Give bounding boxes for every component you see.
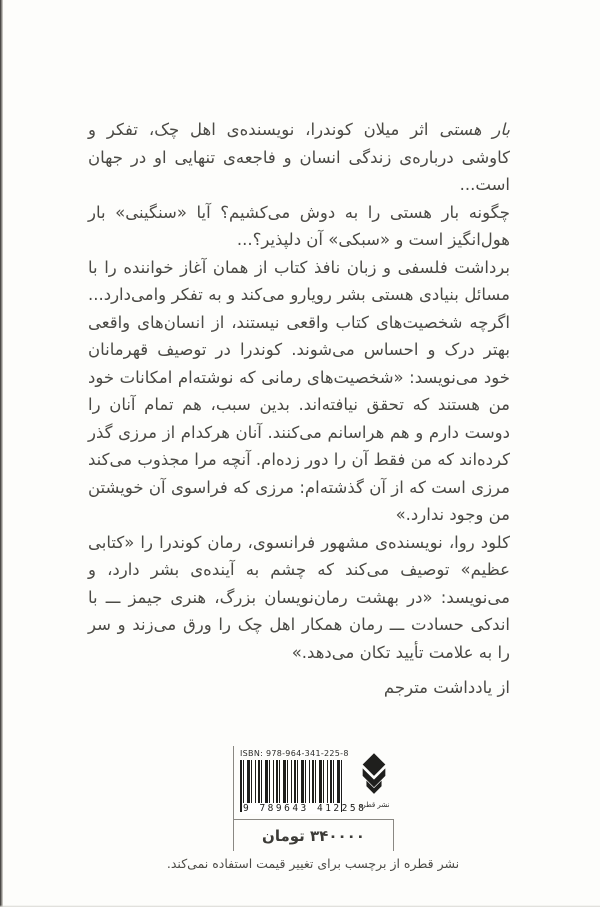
blurb-paragraph-3: برداشت فلسفی و زبان نافذ کتاب از همان آغاز خواننده را با مسائل بنیادی هستی بشر رویارو می‌کند و به تفکر وامی‌دارد... اگرچه شخصیت‌های کتاب واقعی نیستند، از انسان‌های واقعی بهتر درک و احساس می‌شوند. کوندرا در توصیف قهرمانان خود می‌نویسد: «شخصیت‌های رمانی که نوشته‌ام امکانات خود من هستند که تحقق نیافته‌اند. بدین سبب، هم تمام آنان را دوست دارم و هم هراسانم می‌کنند. آنان هرکدام از مرزی گذر کرده‌اند که من فقط آن را دور زده‌ام. آنچه مرا مجذوب می‌کند مرزی است که از آن گذشته‌ام: مرزی که فراسوی آن خویشتن من وجود ندارد.» bbox=[88, 257, 510, 524]
isbn-label: ISBN: 978-964-341-225-8 bbox=[240, 749, 349, 758]
ean-barcode bbox=[240, 760, 367, 814]
back-cover-blurb bbox=[88, 116, 510, 702]
price-label: ۳۴۰۰۰۰ تومان bbox=[234, 819, 394, 851]
blurb-paragraph-2: چگونه بار هستی را به دوش می‌کشیم؟ آیا «سنگینی» بار هول‌انگیز است و «سبکی» آن دلپذیر؟... bbox=[88, 202, 510, 249]
price-sticker-note: نشر قطره از برچسب برای تغییر قیمت استفاده نمی‌کند. bbox=[166, 856, 460, 871]
book-title-italic: بار هستی bbox=[439, 120, 510, 139]
blurb-paragraph-1 bbox=[88, 116, 510, 199]
blurb-paragraph-4: کلود روا، نویسنده‌ی مشهور فرانسوی، رمان کوندرا را «کتابی عظیم» توصیف می‌کند که چشم به آینده‌ی بشر دارد، و می‌نویسد: «در بهشت رمان‌نویسان بزرگ، هنری جیمز ـــ با اندکی حسادت ـــ رمان همکار اهل چک را ورق می‌زند و سر را به علامت تأیید تکان می‌دهد.» bbox=[88, 532, 510, 662]
ghatreh-publisher-logo-icon bbox=[357, 752, 391, 796]
barcode-digits: 9 789643 412258 bbox=[243, 803, 367, 814]
blurb-paragraph-1-text: اثر میلان کوندرا، نویسنده‌ی اهل چک، تفکر و کاوشی درباره‌ی زندگی انسان و فاجعه‌ی تنهایی او در جهان است... bbox=[88, 120, 510, 194]
barcode-price-box bbox=[233, 746, 394, 851]
translator-note-signature: از یادداشت مترجم bbox=[383, 678, 510, 697]
book-spine-edge bbox=[0, 0, 3, 907]
publisher-logo-caption: نشر قطره bbox=[358, 801, 390, 809]
barcode-block bbox=[240, 746, 367, 819]
barcode-row bbox=[234, 746, 394, 819]
